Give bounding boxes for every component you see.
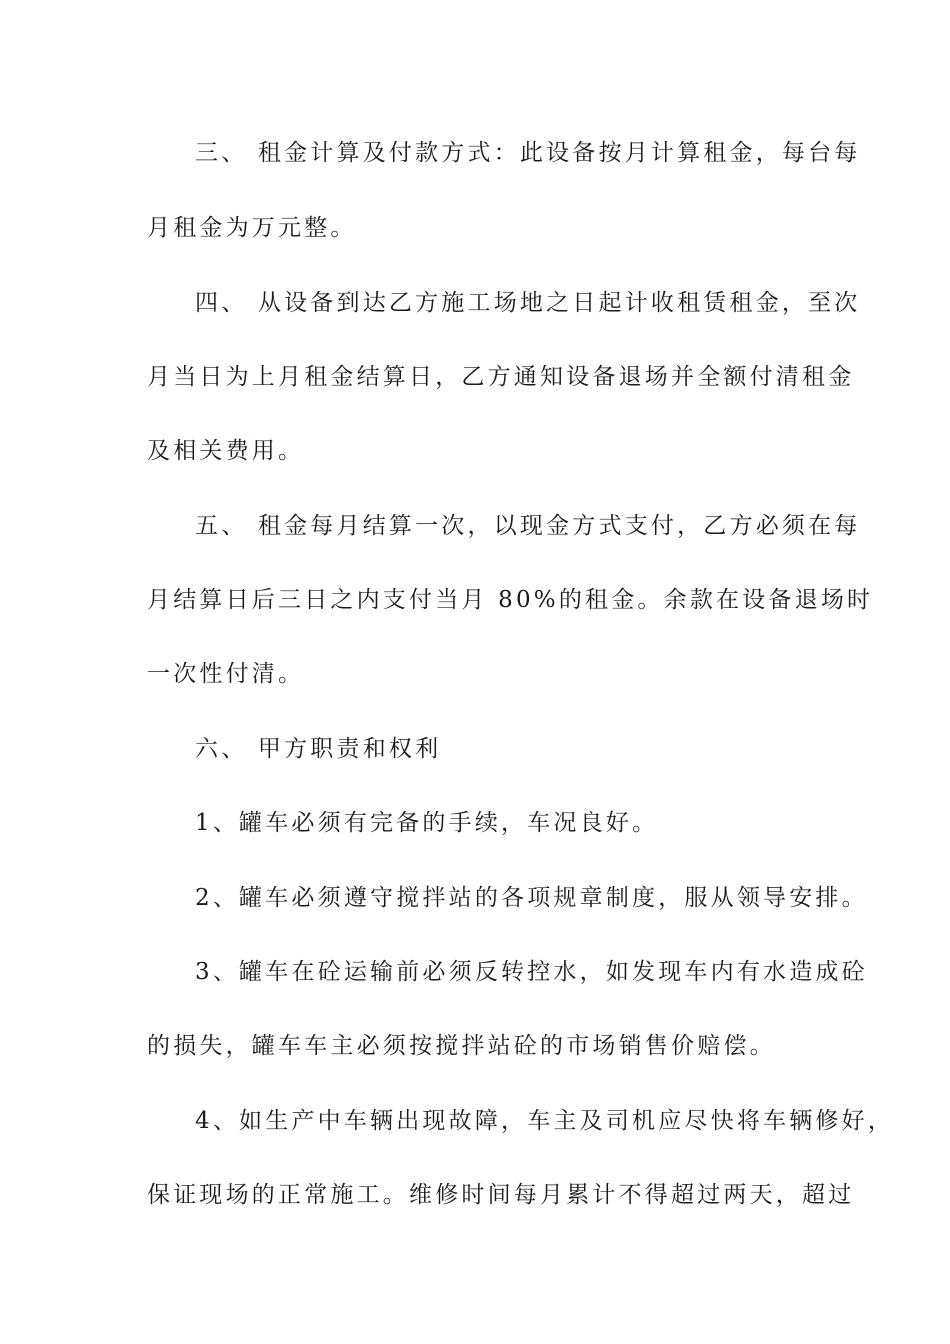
clause-4-line-2: 月当日为上月租金结算日，乙方通知设备退场并全额付清租金 [147, 364, 855, 390]
item-1-line-1: 1、罐车必须有完备的手续，车况良好。 [195, 810, 659, 836]
clause-5-line-2: 月结算日后三日之内支付当月 80%的租金。余款在设备退场时 [147, 587, 874, 613]
clause-3-line-1: 三、 租金计算及付款方式：此设备按月计算租金，每台每 [195, 140, 861, 166]
clause-5-line-1: 五、 租金每月结算一次，以现金方式支付，乙方必须在每 [195, 513, 861, 539]
item-4-line-2: 保证现场的正常施工。维修时间每月累计不得超过两天，超过 [147, 1182, 855, 1208]
item-3-line-1: 3、罐车在砼运输前必须反转控水，如发现车内有水造成砼 [195, 959, 868, 985]
item-2-line-1: 2、罐车必须遵守搅拌站的各项规章制度，服从领导安排。 [195, 885, 868, 911]
clause-3-line-2: 月租金为万元整。 [147, 215, 357, 241]
item-4-line-1: 4、如生产中车辆出现故障，车主及司机应尽快将车辆修好， [195, 1108, 895, 1134]
clause-5-line-3: 一次性付清。 [147, 661, 305, 687]
clause-4-line-3: 及相关费用。 [147, 438, 305, 464]
item-3-line-2: 的损失，罐车车主必须按搅拌站砼的市场销售价赔偿。 [147, 1033, 776, 1059]
clause-6-heading: 六、 甲方职责和权利 [195, 736, 442, 762]
clause-4-line-1: 四、 从设备到达乙方施工场地之日起计收租赁租金，至次 [195, 290, 861, 316]
